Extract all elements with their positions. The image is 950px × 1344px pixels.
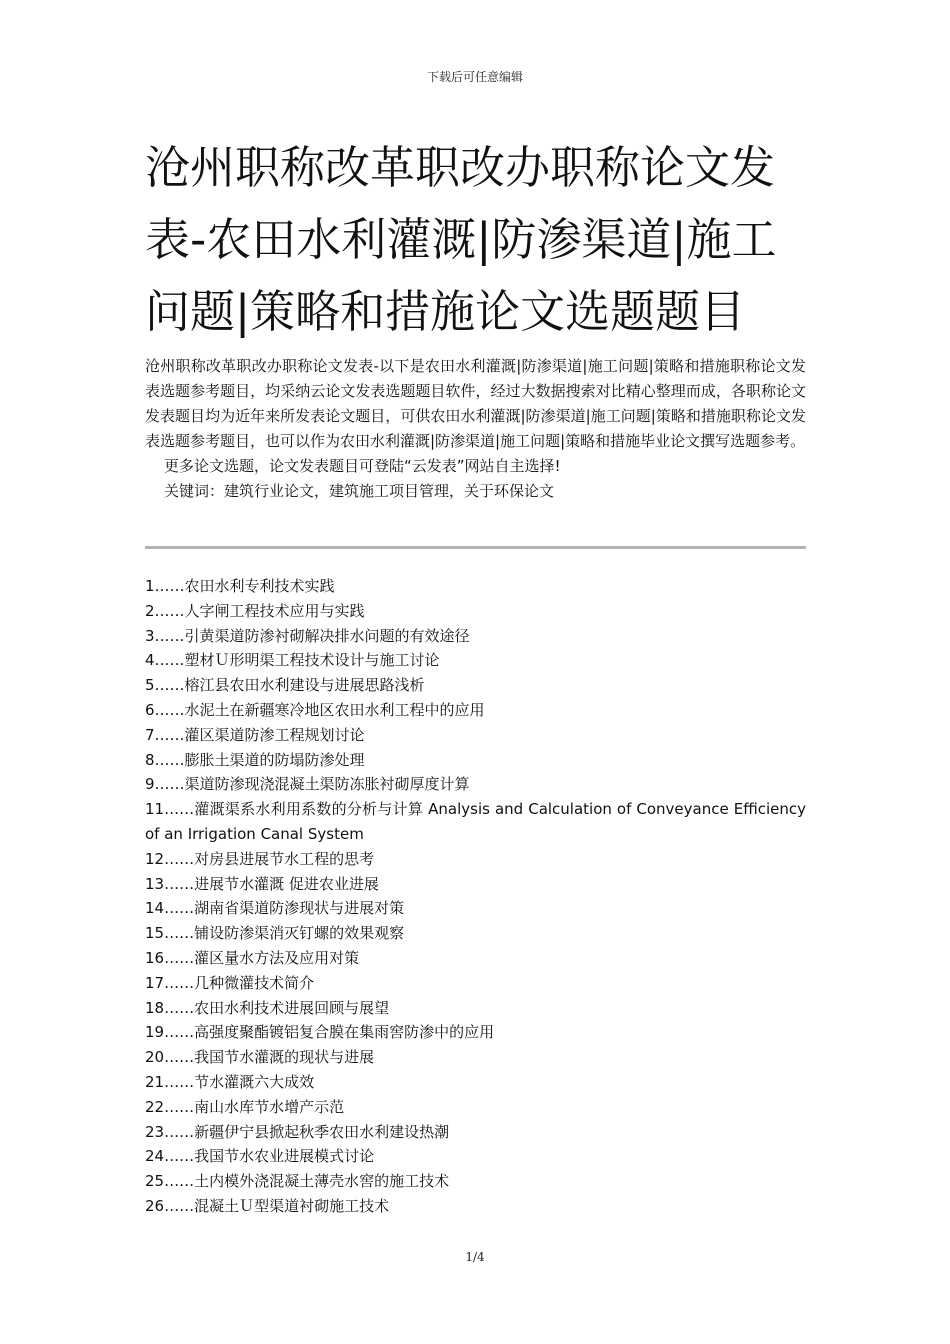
document-body (145, 132, 806, 504)
list-item: 1……农田水利专利技术实践 (145, 577, 335, 595)
list-item: 8……膨胀土渠道的防塌防渗处理 (145, 750, 365, 769)
topic-list (145, 574, 806, 1219)
list-item: 21……节水灌溉六大成效 (145, 1072, 315, 1091)
list-item: 20……我国节水灌溉的现状与进展 (145, 1048, 375, 1067)
list-item: 14……湖南省渠道防渗现状与进展对策 (145, 899, 405, 918)
page-header: 下载后可任意编辑 (426, 70, 523, 84)
list-item: 22……南山水库节水增产示范 (145, 1097, 345, 1116)
list-item: 3……引黄渠道防渗衬砌解决排水问题的有效途径 (145, 626, 470, 645)
list-item: 15……铺设防渗渠消灭钉螺的效果观察 (145, 924, 405, 943)
list-item: 2……人字闸工程技术应用与实践 (145, 601, 365, 620)
list-item: 5……榕江县农田水利建设与进展思路浅析 (145, 676, 425, 695)
list-item: 19……高强度聚酯镀铝复合膜在集雨窖防渗中的应用 (145, 1023, 495, 1042)
list-item: 12……对房县进展节水工程的思考 (145, 849, 375, 868)
section-divider (145, 546, 806, 549)
list-item: 26……混凝土Ｕ型渠道衬砌施工技术 (145, 1196, 390, 1215)
list-item: 6……水泥土在新疆寒冷地区农田水利工程中的应用 (145, 700, 485, 719)
list-item: 4……塑材Ｕ形明渠工程技术设计与施工讨论 (145, 651, 440, 670)
list-item: 13……进展节水灌溉 促进农业进展 (145, 874, 379, 893)
more-topics-note: 更多论文选题，论文发表题目可登陆“云发表”网站自主选择! (164, 457, 561, 475)
list-item: 17……几种微灌技术简介 (145, 973, 315, 992)
document-title: 沧州职称改革职改办职称论文发表-农田水利灌溉|防渗渠道|施工问题|策略和措施论文选题题目 (145, 141, 777, 338)
list-item: 16……灌区量水方法及应用对策 (145, 948, 360, 967)
list-item: 23……新疆伊宁县掀起秋季农田水利建设热潮 (145, 1122, 450, 1141)
list-item: 11……灌溉渠系水利用系数的分析与计算 Analysis and Calculation of Conveyance Efficiency of an Irrigation Canal System (145, 800, 806, 843)
list-item: 18……农田水利技术进展回顾与展望 (145, 998, 390, 1017)
list-item: 7……灌区渠道防渗工程规划讨论 (145, 725, 365, 744)
list-item: 24……我国节水农业进展模式讨论 (145, 1147, 375, 1166)
keywords-line: 关键词：建筑行业论文，建筑施工项目管理，关于环保论文 (164, 482, 555, 500)
intro-paragraph: 沧州职称改革职改办职称论文发表-以下是农田水利灌溉|防渗渠道|施工问题|策略和措施职称论文发表选题参考题目，均采纳云论文发表选题题目软件，经过大数据搜索对比精心整理而成，各职称论文发表题目均为近年来所发表论文题目，可供农田水利灌溉|防渗渠道|施工问题|策略和措施职称论文发表选题参考题目，也可以作为农田水利灌溉|防渗渠道|施工问题|策略和措施毕业论文撰写选题参考。 (145, 357, 806, 450)
page-number: 1/4 (465, 1250, 485, 1264)
list-item: 9……渠道防渗现浇混凝土渠防冻胀衬砌厚度计算 (145, 775, 470, 794)
list-item: 25……土内模外浇混凝土薄壳水窖的施工技术 (145, 1172, 450, 1191)
